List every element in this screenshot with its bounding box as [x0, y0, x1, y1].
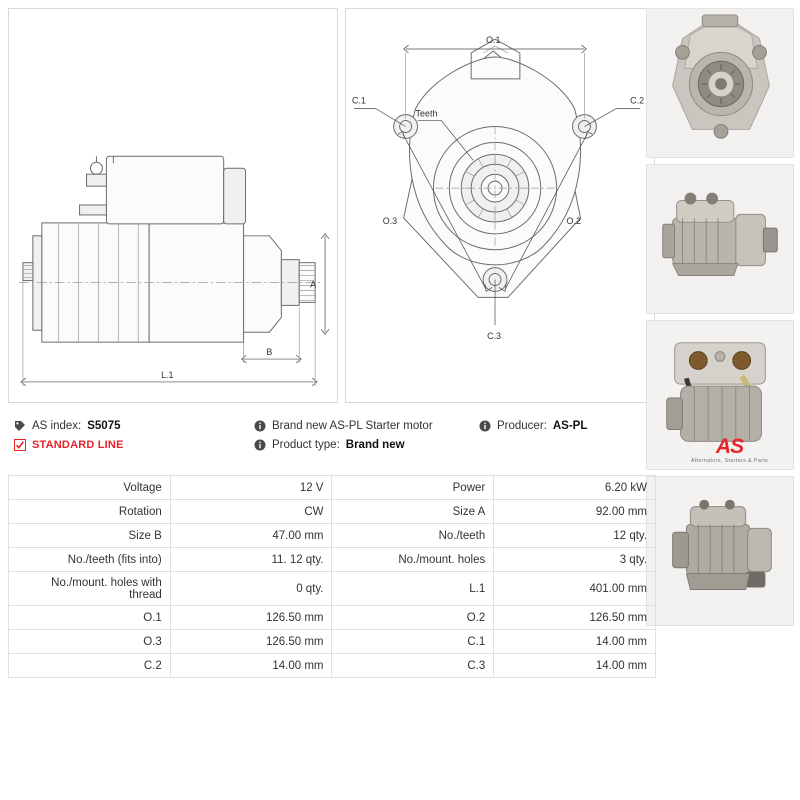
as-index-group	[14, 420, 254, 432]
standard-line-group	[14, 439, 254, 451]
product-photo-side-left[interactable]	[646, 164, 794, 314]
as-index-label: AS index:	[32, 420, 82, 432]
product-photo-front-image	[647, 9, 793, 157]
spec-value: 14.00 mm	[494, 630, 656, 654]
spec-value: 11. 12 qty.	[170, 548, 332, 572]
info-icon	[254, 420, 266, 432]
description-group	[254, 420, 479, 432]
spec-key: Power	[332, 476, 494, 500]
table-row	[9, 606, 656, 630]
table-row	[9, 500, 656, 524]
spec-value: 0 qty.	[170, 572, 332, 606]
spec-key: C.2	[9, 654, 171, 678]
spec-value: 12 V	[170, 476, 332, 500]
dim-o3-label: O.3	[382, 215, 398, 226]
spec-key: Size A	[332, 500, 494, 524]
spec-key: No./teeth	[332, 524, 494, 548]
dim-c3-label: C.3	[487, 331, 502, 342]
product-info-strip	[14, 420, 654, 458]
table-row	[9, 572, 656, 606]
spec-key: No./mount. holes	[332, 548, 494, 572]
spec-key: O.3	[9, 630, 171, 654]
as-pl-logo-text: AS	[715, 435, 744, 458]
tag-icon	[14, 420, 26, 432]
dim-o2-label: O.2	[566, 215, 581, 226]
producer-label: Producer:	[497, 420, 547, 432]
product-description: Brand new AS-PL Starter motor	[272, 420, 433, 432]
product-photo-side-left-image	[647, 165, 793, 313]
table-row	[9, 654, 656, 678]
producer-value: AS-PL	[552, 420, 588, 432]
spec-value: 401.00 mm	[494, 572, 656, 606]
technical-drawings	[0, 0, 660, 410]
spec-value: 126.50 mm	[170, 630, 332, 654]
table-row	[9, 630, 656, 654]
table-row	[9, 548, 656, 572]
spec-value: 14.00 mm	[170, 654, 332, 678]
spec-value: CW	[170, 500, 332, 524]
dim-o1-label: O.1	[486, 35, 501, 46]
product-type-group	[254, 439, 479, 451]
spec-key: O.1	[9, 606, 171, 630]
spec-value: 6.20 kW	[494, 476, 656, 500]
spec-value: 14.00 mm	[494, 654, 656, 678]
teeth-label: Teeth	[415, 108, 438, 119]
spec-value: 126.50 mm	[170, 606, 332, 630]
specifications-table	[8, 475, 656, 678]
spec-key: C.1	[332, 630, 494, 654]
starter-side-view-drawing	[8, 8, 338, 403]
dim-c2-label: C.2	[630, 95, 645, 106]
spec-value: 47.00 mm	[170, 524, 332, 548]
dim-b-label: B	[266, 347, 273, 358]
standard-line-label: STANDARD LINE	[32, 439, 124, 451]
producer-group	[479, 420, 654, 432]
starter-front-view-drawing	[345, 8, 655, 403]
spec-key: C.3	[332, 654, 494, 678]
as-pl-logo-tagline: Alternators, Starters & Parts	[690, 458, 769, 464]
spec-key: No./mount. holes with thread	[9, 572, 171, 606]
product-photo-gallery	[646, 8, 794, 626]
spec-value: 126.50 mm	[494, 606, 656, 630]
table-row	[9, 524, 656, 548]
dim-a-label: A	[310, 279, 317, 290]
dim-c1-label: C.1	[351, 95, 366, 106]
as-pl-logo	[667, 436, 792, 464]
table-row	[9, 476, 656, 500]
info-row-1	[14, 420, 654, 432]
spec-value: 92.00 mm	[494, 500, 656, 524]
spec-key: Voltage	[9, 476, 171, 500]
check-icon	[14, 439, 26, 451]
spec-key: No./teeth (fits into)	[9, 548, 171, 572]
side-view-svg	[9, 9, 337, 402]
info-icon-type	[254, 439, 266, 451]
spec-value: 12 qty.	[494, 524, 656, 548]
dim-l1-label: L.1	[161, 369, 174, 380]
product-type-value: Brand new	[345, 439, 405, 451]
spec-key: O.2	[332, 606, 494, 630]
info-row-2	[14, 439, 654, 451]
spec-key: L.1	[332, 572, 494, 606]
product-type-label: Product type:	[272, 439, 340, 451]
product-photo-front[interactable]	[646, 8, 794, 158]
info-icon-producer	[479, 420, 491, 432]
spec-key: Rotation	[9, 500, 171, 524]
as-index-value: S5075	[87, 420, 121, 432]
spec-key: Size B	[9, 524, 171, 548]
product-photo-side-right-image	[647, 477, 793, 625]
front-view-svg	[346, 9, 654, 402]
product-photo-side-right[interactable]	[646, 476, 794, 626]
spec-value: 3 qty.	[494, 548, 656, 572]
